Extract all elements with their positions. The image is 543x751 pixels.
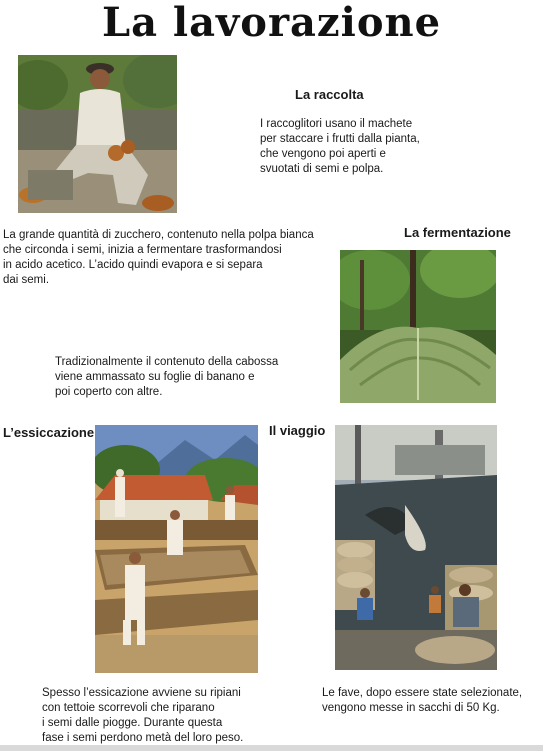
raccolta-heading: La raccolta <box>295 87 364 102</box>
viaggio-line: Le fave, dopo essere state selezionate, <box>322 687 523 699</box>
drying-racks-painting <box>95 425 258 673</box>
fermentazione-text <box>3 228 373 288</box>
fermentazione-line: che circonda i semi, inizia a fermentare trasformandosi <box>3 244 282 256</box>
fermentazione-line: poi coperto con altre. <box>55 386 163 398</box>
essiccazione-text <box>42 686 282 746</box>
essiccazione-line: con tettoie scorrevoli che riparano <box>42 702 215 714</box>
fermentazione-line: viene ammassato su foglie di banano e <box>55 371 255 383</box>
essiccazione-line: Spesso l’essicazione avviene su ripiani <box>42 687 241 699</box>
ship-loading-painting <box>335 425 497 670</box>
essiccazione-line: i semi dalle piogge. Durante questa <box>42 717 223 729</box>
raccolta-text <box>260 117 480 177</box>
harvest-worker-photo <box>18 55 177 213</box>
essiccazione-line: fase i semi perdono metà del loro peso. <box>42 732 244 744</box>
essiccazione-heading: L’essiccazione <box>3 425 95 440</box>
fermentazione-line: La grande quantità di zucchero, contenuto nella polpa bianca <box>3 229 314 241</box>
fermentazione-heading: La fermentazione <box>404 225 511 240</box>
fermentazione-text-2 <box>55 355 315 400</box>
raccolta-line: per staccare i frutti dalla pianta, <box>260 133 420 145</box>
viaggio-line: vengono messe in sacchi di 50 Kg. <box>322 702 500 714</box>
viaggio-text <box>322 686 540 716</box>
fermentazione-line: dai semi. <box>3 274 50 286</box>
viaggio-heading: Il viaggio <box>269 423 326 438</box>
raccolta-line: svuotati di semi e polpa. <box>260 163 384 175</box>
page-title: La lavorazione <box>101 0 442 46</box>
raccolta-line: che vengono poi aperti e <box>260 148 386 160</box>
fermentazione-line: Tradizionalmente il contenuto della cabossa <box>55 356 279 368</box>
raccolta-line: I raccoglitori usano il machete <box>260 118 413 130</box>
fermentazione-line: in acido acetico. L’acido quindi evapora e si separa <box>3 259 263 271</box>
banana-leaves-photo <box>340 250 496 403</box>
page-footer-bar <box>0 745 543 751</box>
